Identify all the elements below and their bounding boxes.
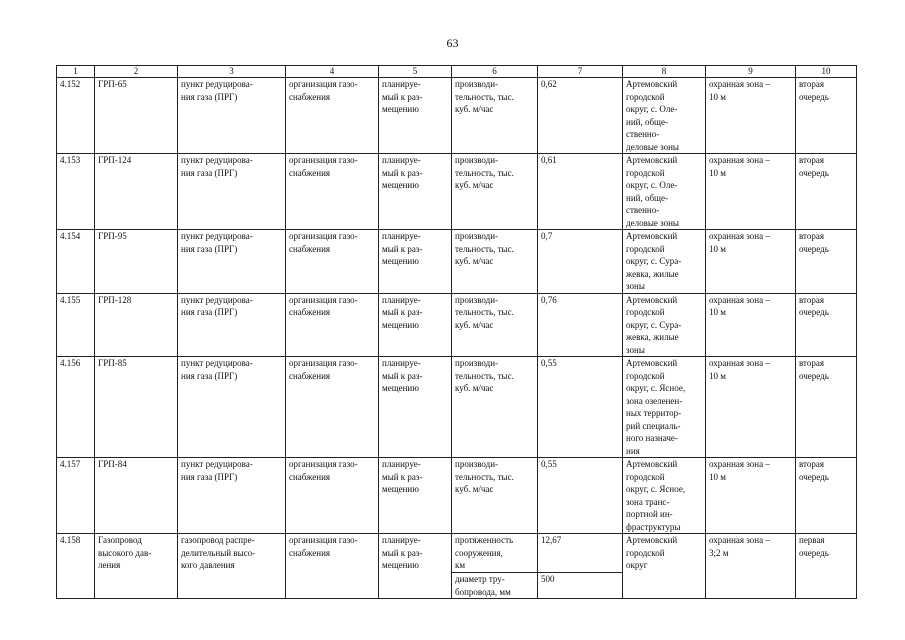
row-number: 4.156 <box>57 357 95 458</box>
object-name: ГРП-65 <box>95 78 178 154</box>
parameter-value: 0,76 <box>538 293 623 357</box>
stage: первая очередь <box>796 534 857 599</box>
parameter: производи- тельность, тыс. куб. м/час <box>452 458 538 534</box>
object-type: пункт редуцирова- ния газа (ПРГ) <box>178 293 286 357</box>
organization: организация газо- снабжения <box>286 357 379 458</box>
stage: вторая очередь <box>796 78 857 154</box>
stage: вторая очередь <box>796 154 857 230</box>
parameter: диаметр тру- бопровода, мм <box>452 572 537 598</box>
column-header-row <box>57 66 857 78</box>
status: планируе- мый к раз- мещению <box>379 458 452 534</box>
location: Артемовский городской округ, с. Ясное, зона транс- портной ин- фраструктуры <box>623 458 706 534</box>
location: Артемовский городской округ, с. Ясное, зона озеленен- ных территор- рий специаль- ного назначе- ния <box>623 357 706 458</box>
object-type: пункт редуцирова- ния газа (ПРГ) <box>178 357 286 458</box>
organization: организация газо- снабжения <box>286 230 379 294</box>
stage: вторая очередь <box>796 293 857 357</box>
parameter: производи- тельность, тыс. куб. м/час <box>452 78 538 154</box>
row-number: 4.152 <box>57 78 95 154</box>
status: планируе- мый к раз- мещению <box>379 357 452 458</box>
parameter-value: 0,61 <box>538 154 623 230</box>
column-header: 5 <box>379 66 452 78</box>
status: планируе- мый к раз- мещению <box>379 230 452 294</box>
protection-zone: охранная зона – 10 м <box>706 458 796 534</box>
status: планируе- мый к раз- мещению <box>379 78 452 154</box>
stage: вторая очередь <box>796 357 857 458</box>
object-type: пункт редуцирова- ния газа (ПРГ) <box>178 154 286 230</box>
row-number: 4.154 <box>57 230 95 294</box>
object-name: ГРП-84 <box>95 458 178 534</box>
object-type: газопровод распре- делительный высо- кого давления <box>178 534 286 599</box>
object-type: пункт редуцирова- ния газа (ПРГ) <box>178 230 286 294</box>
column-header: 3 <box>178 66 286 78</box>
organization: организация газо- снабжения <box>286 293 379 357</box>
location: Артемовский городской округ, с. Сура- жевка, жилые зоны <box>623 230 706 294</box>
table-row <box>57 154 857 230</box>
table-row <box>57 357 857 458</box>
parameter: производи- тельность, тыс. куб. м/час <box>452 154 538 230</box>
location: Артемовский городской округ <box>623 534 706 599</box>
stage: вторая очередь <box>796 230 857 294</box>
object-type: пункт редуцирова- ния газа (ПРГ) <box>178 458 286 534</box>
parameter: производи- тельность, тыс. куб. м/час <box>452 230 538 294</box>
row-number: 4.158 <box>57 534 95 599</box>
table-row <box>57 458 857 534</box>
column-header: 8 <box>623 66 706 78</box>
parameter-value: 0,7 <box>538 230 623 294</box>
value-split-cell <box>538 534 623 599</box>
register-table <box>56 65 857 599</box>
status: планируе- мый к раз- мещению <box>379 293 452 357</box>
column-header: 2 <box>95 66 178 78</box>
parameter: производи- тельность, тыс. куб. м/час <box>452 357 538 458</box>
protection-zone: охранная зона – 10 м <box>706 357 796 458</box>
organization: организация газо- снабжения <box>286 154 379 230</box>
parameter-value: 0,62 <box>538 78 623 154</box>
column-header: 1 <box>57 66 95 78</box>
page-number: 63 <box>446 36 459 50</box>
object-name: ГРП-128 <box>95 293 178 357</box>
parameter: производи- тельность, тыс. куб. м/час <box>452 293 538 357</box>
column-header: 7 <box>538 66 623 78</box>
object-type: пункт редуцирова- ния газа (ПРГ) <box>178 78 286 154</box>
organization: организация газо- снабжения <box>286 458 379 534</box>
parameter-value: 0,55 <box>538 458 623 534</box>
status: планируе- мый к раз- мещению <box>379 154 452 230</box>
table-row <box>57 534 857 599</box>
parameter: протяженность сооружения, км <box>455 535 514 570</box>
parameter-value: 12,67 <box>541 535 562 545</box>
parameter-split-cell <box>452 534 538 599</box>
status: планируе- мый к раз- мещению <box>379 534 452 599</box>
row-number: 4.155 <box>57 293 95 357</box>
stage: вторая очередь <box>796 458 857 534</box>
table-row <box>57 293 857 357</box>
protection-zone: охранная зона – 3;2 м <box>706 534 796 599</box>
protection-zone: охранная зона – 10 м <box>706 230 796 294</box>
object-name: ГРП-124 <box>95 154 178 230</box>
row-number: 4.153 <box>57 154 95 230</box>
column-header: 9 <box>706 66 796 78</box>
row-number: 4.157 <box>57 458 95 534</box>
column-header: 10 <box>796 66 857 78</box>
location: Артемовский городской округ, с. Оле- ний, обще- ственно- деловые зоны <box>623 78 706 154</box>
organization: организация газо- снабжения <box>286 534 379 599</box>
column-header: 6 <box>452 66 538 78</box>
organization: организация газо- снабжения <box>286 78 379 154</box>
object-name: ГРП-85 <box>95 357 178 458</box>
parameter-value: 500 <box>538 572 622 586</box>
protection-zone: охранная зона – 10 м <box>706 78 796 154</box>
object-name: Газопровод высокого дав- ления <box>95 534 178 599</box>
table-row <box>57 230 857 294</box>
table-row <box>57 78 857 154</box>
location: Артемовский городской округ, с. Сура- жевка, жилые зоны <box>623 293 706 357</box>
object-name: ГРП-95 <box>95 230 178 294</box>
location: Артемовский городской округ, с. Оле- ний, обще- ственно- деловые зоны <box>623 154 706 230</box>
protection-zone: охранная зона – 10 м <box>706 293 796 357</box>
parameter-value: 0,55 <box>538 357 623 458</box>
protection-zone: охранная зона – 10 м <box>706 154 796 230</box>
column-header: 4 <box>286 66 379 78</box>
